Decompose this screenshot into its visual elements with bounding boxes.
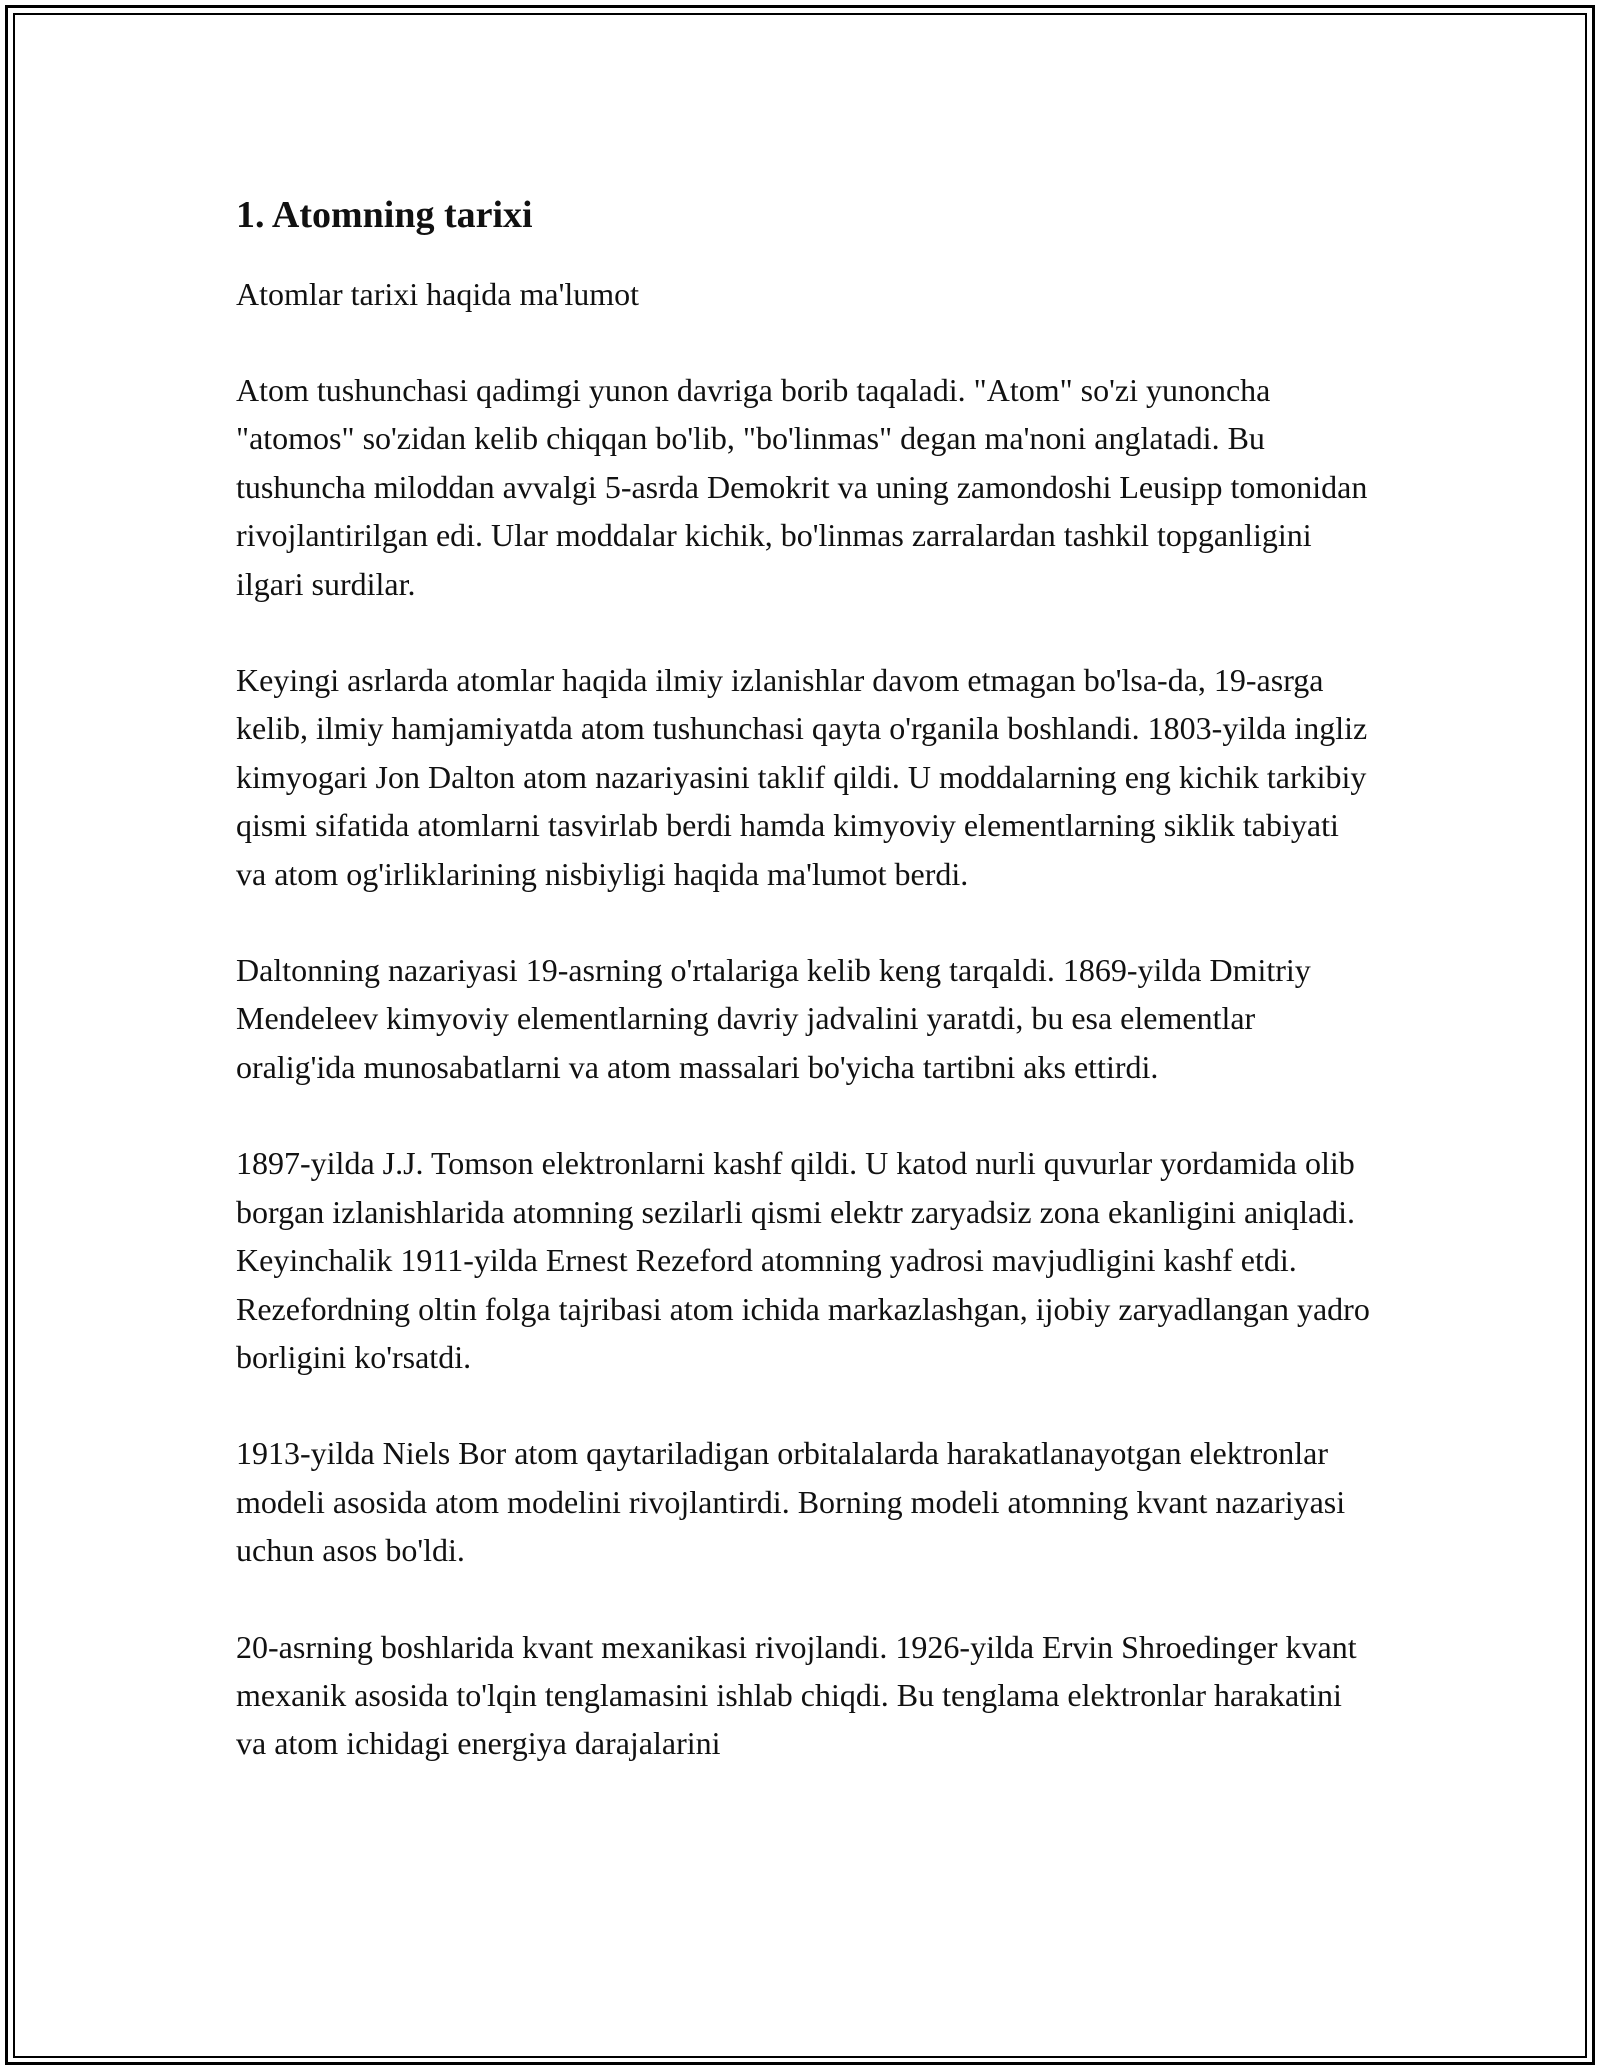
document-body [236, 190, 1376, 1816]
paragraph-2: Keyingi asrlarda atomlar haqida ilmiy izlanishlar davom etmagan bo'lsa-da, 19-asrga kelib, ilmiy hamjamiyatda atom tushunchasi qayta o'rganila boshlandi. 1803-yilda ingliz kimyogari Jon Dalton atom nazariyasini taklif qildi. U moddalarning eng kichik tarkibiy qismi sifatida atomlarni tasvirlab berdi hamda kimyoviy elementlarning siklik tabiyati va atom og'irliklarining nisbiyligi haqida ma'lumot berdi. [236, 662, 1368, 892]
paragraph-3: Daltonning nazariyasi 19-asrning o'rtalariga kelib keng tarqaldi. 1869-yilda Dmitriy Mendeleev kimyoviy elementlarning davriy jadvalini yaratdi, bu esa elementlar oralig'ida munosabatlarni va atom massalari bo'yicha tartibni aks ettirdi. [236, 952, 1311, 1085]
paragraph-5: 1913-yilda Niels Bor atom qaytariladigan orbitalalarda harakatlanayotgan elektronlar modeli asosida atom modelini rivojlantirdi. Borning modeli atomning kvant nazariyasi uchun asos bo'ldi. [236, 1435, 1346, 1569]
document-title: 1. Atomning tarixi [236, 194, 533, 236]
paragraph-4: 1897-yilda J.J. Tomson elektronlarni kashf qildi. U katod nurli quvurlar yordamida olib borgan izlanishlarida atomning sezilarli qismi elektr zaryadsiz zona ekanligini aniqladi. Keyinchalik 1911-yilda Ernest Rezeford atomning yadrosi mavjudligini kashf etdi. Rezefordning oltin folga tajribasi atom ichida markazlashgan, ijobiy zaryadlangan yadro borligini ko'rsatdi. [236, 1145, 1370, 1375]
paragraph-6: 20-asrning boshlarida kvant mexanikasi rivojlandi. 1926-yilda Ervin Shroedinger kvant mexanik asosida to'lqin tenglamasini ishlab chiqdi. Bu tenglama elektronlar harakatini va atom ichidagi energiya darajalarini [236, 1628, 1357, 1762]
document-subtitle: Atomlar tarixi haqida ma'lumot [236, 276, 639, 312]
paragraph-1: Atom tushunchasi qadimgi yunon davriga borib taqaladi. "Atom" so'zi yunoncha "atomos" so'zidan kelib chiqqan bo'lib, "bo'linmas" degan ma'noni anglatadi. Bu tushuncha miloddan avvalgi 5-asrda Demokrit va uning zamondoshi Leusipp tomonidan rivojlantirilgan edi. Ular moddalar kichik, bo'linmas zarralardan tashkil topganligini ilgari surdilar. [236, 372, 1368, 602]
